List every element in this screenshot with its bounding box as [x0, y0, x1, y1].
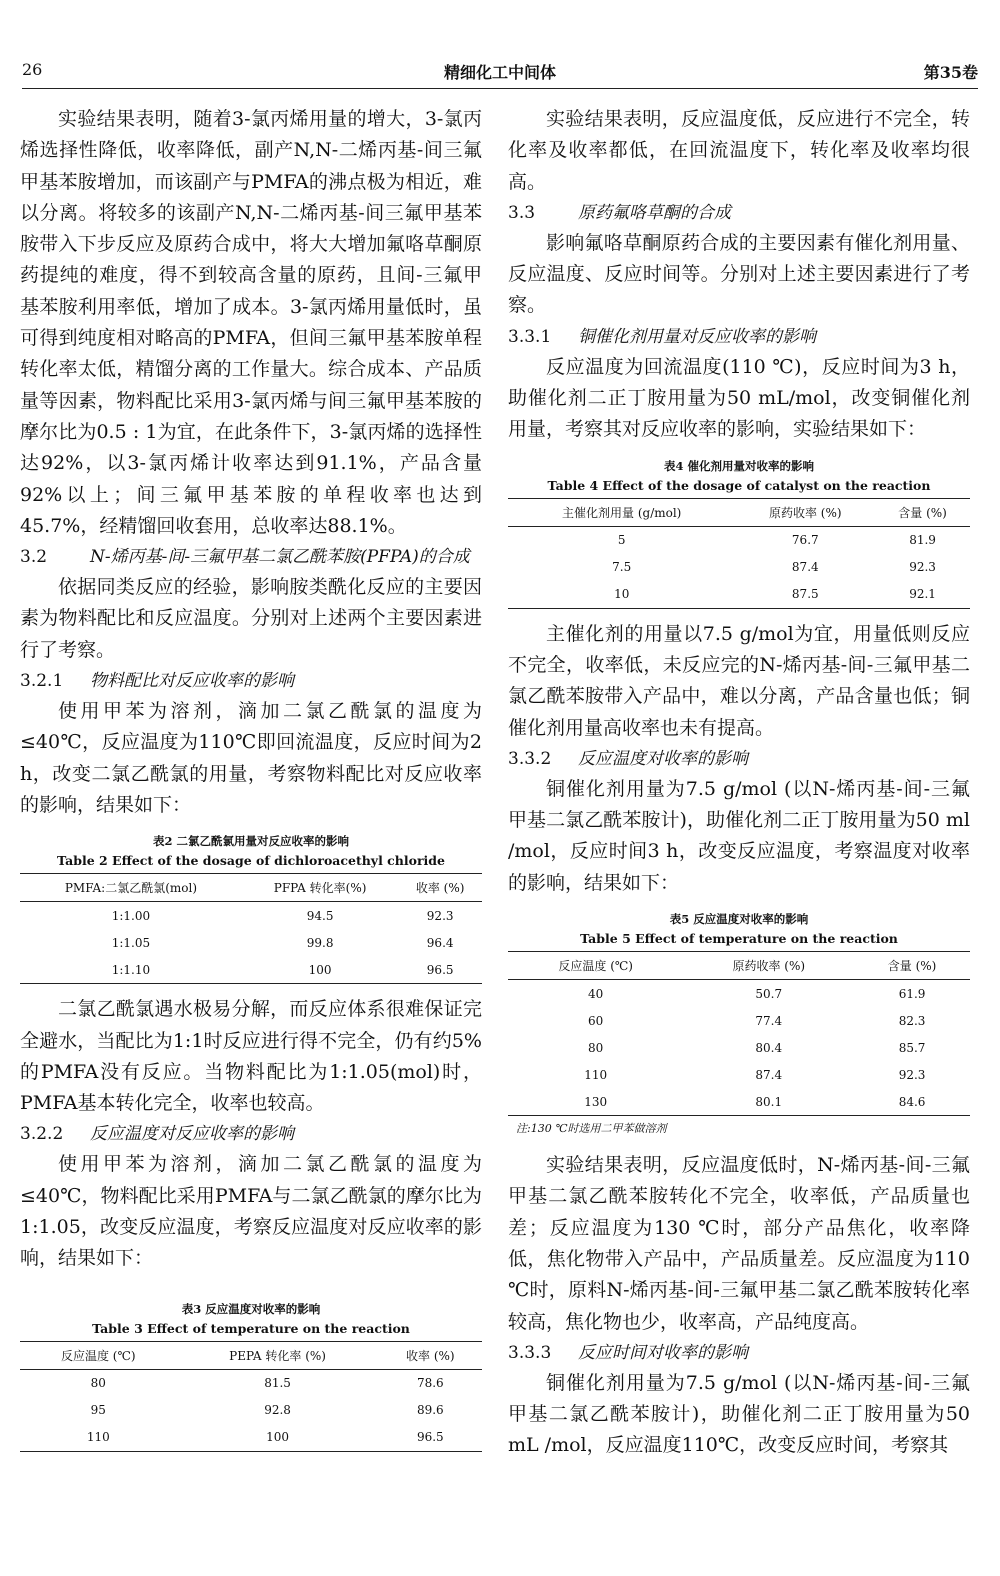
table-3-caption-cn: 表3 反应温度对收率的影响 [181, 1301, 321, 1316]
table-row: 7.5 87.4 92.3 [612, 560, 936, 575]
table-header: 反应温度 (℃) [508, 952, 683, 980]
table-row: 110 100 96.5 [20, 1424, 482, 1452]
paragraph: 二氯乙酰氯遇水极易分解，而反应体系很难保证完全避水，当配比为1:1时反应进行得不完全，仍有约5%的PMFA没有反应。当物料配比为1:1.05(mol)时，PMFA基本转化完全，收率也较高。 [20, 998, 482, 1115]
table-row: 40 50.7 61.9 [588, 986, 926, 1001]
table-row: 10 87.5 92.1 [508, 581, 970, 609]
table-3 [20, 1341, 482, 1452]
table-4 [508, 498, 970, 609]
table-header: 原药收率 (%) [735, 498, 875, 526]
table-header: PFPA 转化率(%) [242, 874, 398, 902]
table-header: 原药收率 (%) [683, 952, 854, 980]
table-row: 5 76.7 81.9 [617, 533, 936, 548]
table-header: 含量 (%) [854, 952, 970, 980]
table-header: 主催化剂用量 (g/mol) [508, 498, 735, 526]
section-heading-3-2-1: 3.2.1 物料配比对反应收率的影响 [20, 671, 294, 692]
table-row: 80 80.4 85.7 [588, 1040, 926, 1055]
paragraph: 依据同类反应的经验，影响胺类酰化反应的主要因素为物料配比和反应温度。分别对上述两个主要因素进行了考察。 [20, 576, 482, 661]
table-row: 1:1.10 100 96.5 [20, 956, 482, 984]
paragraph: 实验结果表明，反应温度低，反应进行不完全，转化率及收率都低，在回流温度下，转化率及收率均很高。 [508, 108, 970, 193]
paragraph: 使用甲苯为溶剂，滴加二氯乙酰氯的温度为≤40℃，反应温度为110℃即回流温度，反应时间为2 h，改变二氯乙酰氯的用量，考察物料配比对反应收率的影响，结果如下： [20, 700, 482, 816]
section-heading-3-2: 3.2 N-烯丙基-间-三氟甲基二氯乙酰苯胺(PFPA)的合成 [20, 547, 470, 568]
table-4-caption-cn: 表4 催化剂用量对收率的影响 [663, 458, 814, 473]
section-heading-3-3-1: 3.3.1 铜催化剂用量对反应收率的影响 [508, 326, 816, 347]
section-heading-3-3-3: 3.3.3 反应时间对收率的影响 [508, 1342, 748, 1363]
table-2-caption-cn: 表2 二氯乙酰氯用量对反应收率的影响 [152, 834, 349, 849]
table-2-caption-en: Table 2 Effect of the dosage of dichloroacethyl chloride [57, 853, 445, 869]
table-header: 收率 (%) [379, 1341, 482, 1369]
table-row: 1:1.00 94.5 92.3 [111, 908, 454, 923]
table-header: 反应温度 (℃) [20, 1341, 177, 1369]
right-column [508, 104, 970, 1462]
paragraph: 使用甲苯为溶剂，滴加二氯乙酰氯的温度为≤40℃，物料配比采用PMFA与二氯乙酰氯的摩尔比为1:1.05，改变反应温度，考察反应温度对反应收率的影响，结果如下： [20, 1153, 482, 1270]
table-5-caption-cn: 表5 反应温度对收率的影响 [669, 912, 809, 927]
paragraph: 实验结果表明，反应温度低时，N-烯丙基-间-三氟甲基二氯乙酰苯胺转化不完全，收率低，产品质量也差；反应温度为130 ℃时，部分产品焦化，收率降低，焦化物带入产品中，产品质量差。反应温度为110 ℃时，原料N-烯丙基-间-三氟甲基二氯乙酰苯胺转化率较高，焦化物也少，收率高，产品纯度高。 [508, 1154, 970, 1333]
section-heading-3-2-2: 3.2.2 反应温度对反应收率的影响 [20, 1124, 294, 1145]
paragraph: 影响氟咯草酮原药合成的主要因素有催化剂用量、反应温度、反应时间等。分别对上述主要因素进行了考察。 [508, 231, 970, 317]
paragraph: 反应温度为回流温度(110 ℃)，反应时间为3 h，助催化剂二正丁胺用量为50 mL/mol，改变铜催化剂用量，考察其对反应收率的影响，实验结果如下： [508, 355, 970, 441]
table-5-caption-en: Table 5 Effect of temperature on the reaction [580, 931, 898, 947]
paragraph: 实验结果表明，随着3-氯丙烯用量的增大，3-氯丙烯选择性降低，收率降低，副产N,N-二烯丙基-间三氟甲基苯胺增加，而该副产与PMFA的沸点极为相近，难以分离。将较多的该副产N,N-二烯丙基-间三氟甲基苯胺带入下步反应及原药合成中，将大大增加氟咯草酮原药提纯的难度，得不到较高含量的原药，且间-三氟甲基苯胺利用率低，增加了成本。3-氯丙烯用量低时，虽可得到纯度相对略高的PMFA，但间三氟甲基苯胺单程转化率太低，精馏分离的工作量大。综合成本、产品质量等因素，物料配比采用3-氯丙烯与间三氟甲基苯胺的摩尔比为0.5 : 1为宜，在此条件下，3-氯丙烯的选择性达92%，以3-氯丙烯计收率达到91.1%，产品含量92%以上；间三氟甲基苯胺的单程收率也达到45.7%，经精馏回收套用，总收率达88.1%。 [20, 108, 482, 537]
table-header: PEPA 转化率 (%) [177, 1341, 379, 1369]
page-header [22, 56, 978, 89]
table-row: 95 92.8 89.6 [90, 1403, 444, 1418]
journal-title: 精细化工中间体 [443, 63, 556, 82]
table-row: 130 80.1 84.6 [508, 1088, 970, 1116]
table-5 [508, 951, 970, 1116]
table-4-caption-en: Table 4 Effect of the dosage of catalyst on the reaction [547, 477, 931, 493]
table-row: 60 77.4 82.3 [588, 1013, 926, 1028]
table-header: PMFA:二氯乙酰氯(mol) [20, 874, 242, 902]
paragraph: 主催化剂的用量以7.5 g/mol为宜，用量低则反应不完全，收率低，未反应完的N-烯丙基-间-三氟甲基二氯乙酰苯胺带入产品中，难以分离，产品含量也低；铜催化剂用量高收率也未有提高。 [508, 622, 970, 739]
section-heading-3-3: 3.3 原药氟咯草酮的合成 [508, 202, 731, 223]
table-row: 1:1.05 99.8 96.4 [111, 935, 454, 950]
table-row: 80 81.5 78.6 [90, 1376, 444, 1391]
table-5-note: 注:130 ℃时选用二甲苯做溶剂 [516, 1122, 667, 1136]
paragraph: 铜催化剂用量为7.5 g/mol (以N-烯丙基-间-三氟甲基二氯乙酰苯胺计)，助催化剂二正丁胺用量为50 ml /mol，反应时间3 h，改变反应温度，考察温度对收率的影响，结果如下： [508, 777, 970, 894]
table-2 [20, 873, 482, 984]
table-header: 含量 (%) [875, 498, 970, 526]
paragraph: 铜催化剂用量为7.5 g/mol (以N-烯丙基-间-三氟甲基二氯乙酰苯胺计)，助催化剂二正丁胺用量为50 mL /mol，反应温度110℃，改变反应时间，考察其 [508, 1371, 970, 1457]
table-3-caption-en: Table 3 Effect of temperature on the reaction [92, 1320, 410, 1336]
table-row: 110 87.4 92.3 [584, 1067, 926, 1082]
volume-label: 第35卷 [923, 63, 978, 82]
page-number: 26 [22, 60, 43, 79]
section-heading-3-3-2: 3.3.2 反应温度对收率的影响 [508, 748, 748, 769]
left-column [20, 104, 482, 1462]
table-header: 收率 (%) [398, 874, 482, 902]
